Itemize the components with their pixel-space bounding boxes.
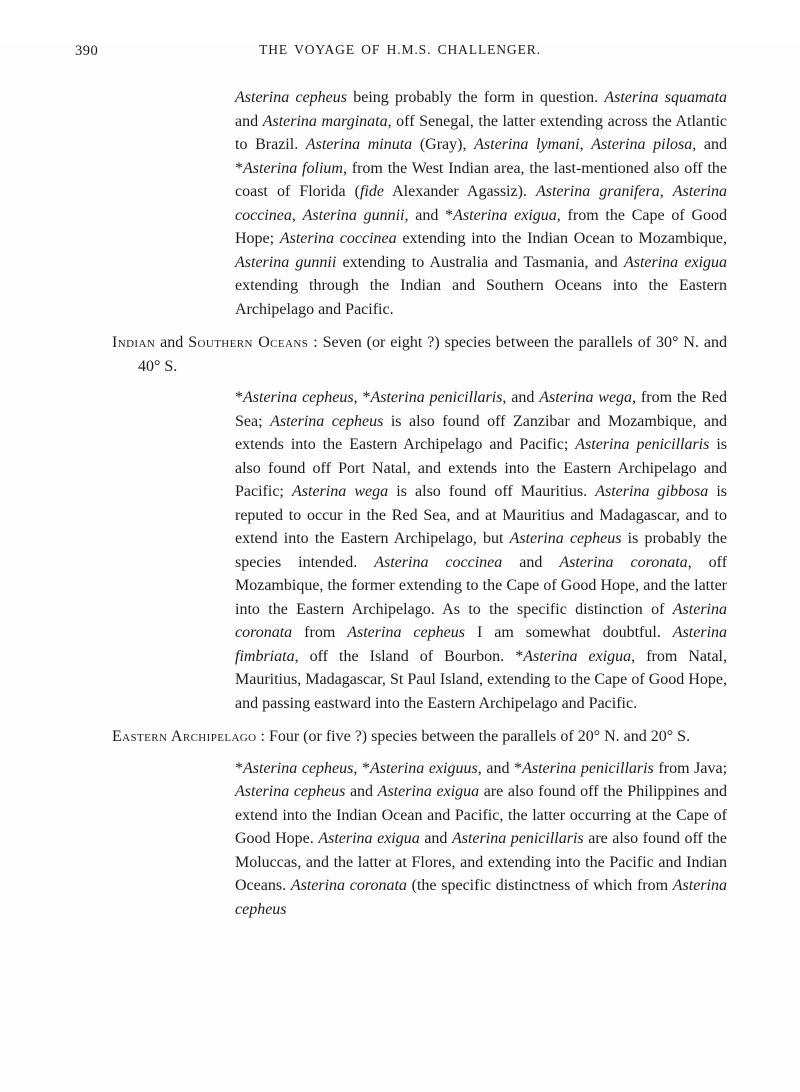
region-name: Indian (112, 334, 156, 351)
text-run: are also found off the Moluccas, and the latter at Flores, and extending into the Pacific and Indian Oceans. (235, 830, 727, 894)
species-name: Asterina cepheus (270, 412, 384, 430)
excerpt-paragraph (235, 86, 727, 321)
text-run: is reputed to occur in the Red Sea, and at Mauritius and Madagascar, and to extend into the Eastern Archipelago, but (235, 483, 728, 547)
species-name: Asterina minuta (305, 136, 413, 153)
species-name: Asterina cepheus (509, 530, 622, 547)
species-name: fide (359, 183, 384, 200)
page-content (112, 86, 727, 921)
species-name: Asterina pilosa (591, 136, 693, 153)
text-run: extending to Australia and Tasmania, and (336, 253, 624, 271)
species-name: Asterina marginata (262, 112, 388, 130)
text-run: is also found off Mauritius. (388, 483, 596, 500)
species-name: Asterina lymani (474, 136, 580, 153)
text-run: extending into the Indian Ocean to Mozambique, (396, 230, 727, 247)
species-name: Asterina exigua (377, 783, 480, 800)
text-run: , off Senegal, the latter extending across the Atlantic to Brazil. (235, 112, 728, 153)
species-name: Asterina cepheus (243, 389, 354, 406)
text-run: and (345, 783, 378, 800)
region-name: Eastern Archipelago (112, 728, 257, 745)
region-entry-paragraph (112, 725, 727, 749)
species-name: Asterina wega (292, 483, 389, 500)
species-name: Asterina penicillaris (451, 830, 584, 847)
text-run: I am somewhat doubtful. (464, 624, 673, 641)
text-run: (the specific distinctness of which from (406, 877, 673, 894)
species-name: Asterina coccinea (279, 230, 397, 247)
text-run: , off the Island of Bourbon. * (294, 647, 524, 665)
text-run: and (155, 334, 189, 351)
excerpt-paragraph (235, 386, 727, 715)
text-run: Alexander Agassiz). (383, 183, 536, 200)
species-name: Asterina exigua (623, 253, 728, 271)
species-name: Asterina exigua (453, 206, 557, 224)
species-name: Asterina granifera (535, 183, 660, 200)
species-name: Asterina wega (539, 389, 633, 406)
species-name: Asterina cepheus (235, 89, 347, 106)
species-name: Asterina coronata (559, 553, 688, 571)
text-run: , (579, 136, 592, 153)
text-run: , * (353, 759, 370, 777)
species-name: Asterina cepheus (235, 877, 727, 918)
text-run: : Seven (or eight ?) species between the parallels of 30° N. and 40° S. (138, 334, 727, 375)
text-run: , from the Cape of Good Hope; (235, 206, 728, 247)
species-name: Asterina coronata (235, 600, 727, 641)
text-run: extending through the Indian and Southern Oceans into the Eastern Archipelago and Pacific. (235, 277, 727, 318)
text-run: * (235, 759, 243, 777)
text-run: is also found off Zanzibar and Mozambique, and extends into the Eastern Archipelago and Pacific; (235, 412, 728, 453)
page-number: 390 (75, 43, 99, 59)
text-run: , and (502, 389, 540, 406)
species-name: Asterina fimbriata (235, 624, 728, 665)
book-page (0, 42, 800, 1092)
text-run: is also found off Port Natal, and extends into the Eastern Archipelago and Pacific; (235, 436, 728, 500)
text-run: , and * (235, 136, 728, 177)
region-name: Southern Oceans (188, 334, 309, 351)
species-name: Asterina folium (243, 159, 343, 177)
text-run: , off Mozambique, the former extending to the Cape of Good Hope, and the latter into the Eastern Archipelago. As to the specific distinction of (235, 553, 728, 618)
text-run: : Four (or five ?) species between the parallels of 20° N. and 20° S. (256, 728, 691, 745)
running-title: THE VOYAGE OF H.M.S. CHALLENGER. (259, 42, 541, 57)
text-run: , from the Red Sea; (235, 389, 728, 430)
text-run: being probably the form in question. (346, 89, 605, 106)
text-run: from (292, 624, 348, 641)
region-entry-paragraph (112, 331, 727, 378)
text-run: from Java; (653, 759, 728, 777)
species-name: Asterina squamata (604, 89, 728, 106)
species-name: Asterina exigua (318, 830, 420, 847)
text-run: and (419, 830, 452, 847)
excerpt-paragraph (235, 757, 727, 922)
text-run: and (502, 553, 560, 571)
text-run: , and * (404, 206, 454, 224)
text-run: , * (353, 389, 371, 406)
text-run: , from Natal, Mauritius, Madagascar, St Paul Island, extending to the Cape of Good Hope, and passing eastward into the Eastern Archipelago and Pacific. (235, 647, 727, 712)
species-name: Asterina coccinea (374, 553, 503, 571)
species-name: Asterina gunnii (302, 206, 405, 224)
text-run: , and * (477, 759, 523, 777)
species-name: Asterina penicillaris (575, 436, 710, 453)
page-header (0, 42, 800, 62)
species-name: Asterina exigua (523, 647, 632, 665)
species-name: Asterina cepheus (235, 783, 346, 800)
text-run: , (659, 183, 673, 200)
species-name: Asterina cepheus (243, 759, 354, 777)
species-name: Asterina coccinea (235, 183, 727, 224)
text-run: , (291, 206, 303, 224)
text-run: * (235, 389, 243, 406)
species-name: Asterina gunnii (235, 253, 337, 271)
species-name: Asterina gibbosa (595, 483, 709, 500)
species-name: Asterina cepheus (347, 624, 465, 641)
species-name: Asterina penicillaris (522, 759, 654, 777)
text-run: are also found off the Philippines and extend into the Indian Ocean and Pacific, the latter occurring at the Cape of Good Hope. (235, 783, 728, 847)
species-name: Asterina exiguus (370, 759, 478, 777)
text-run: (Gray), (412, 136, 475, 153)
text-run: and (235, 112, 263, 130)
species-name: Asterina coronata (290, 877, 407, 894)
text-run: is probably the species intended. (235, 530, 728, 571)
species-name: Asterina penicillaris (370, 389, 503, 406)
text-run: , from the West Indian area, the last-mentioned also off the coast of Florida ( (235, 159, 727, 200)
